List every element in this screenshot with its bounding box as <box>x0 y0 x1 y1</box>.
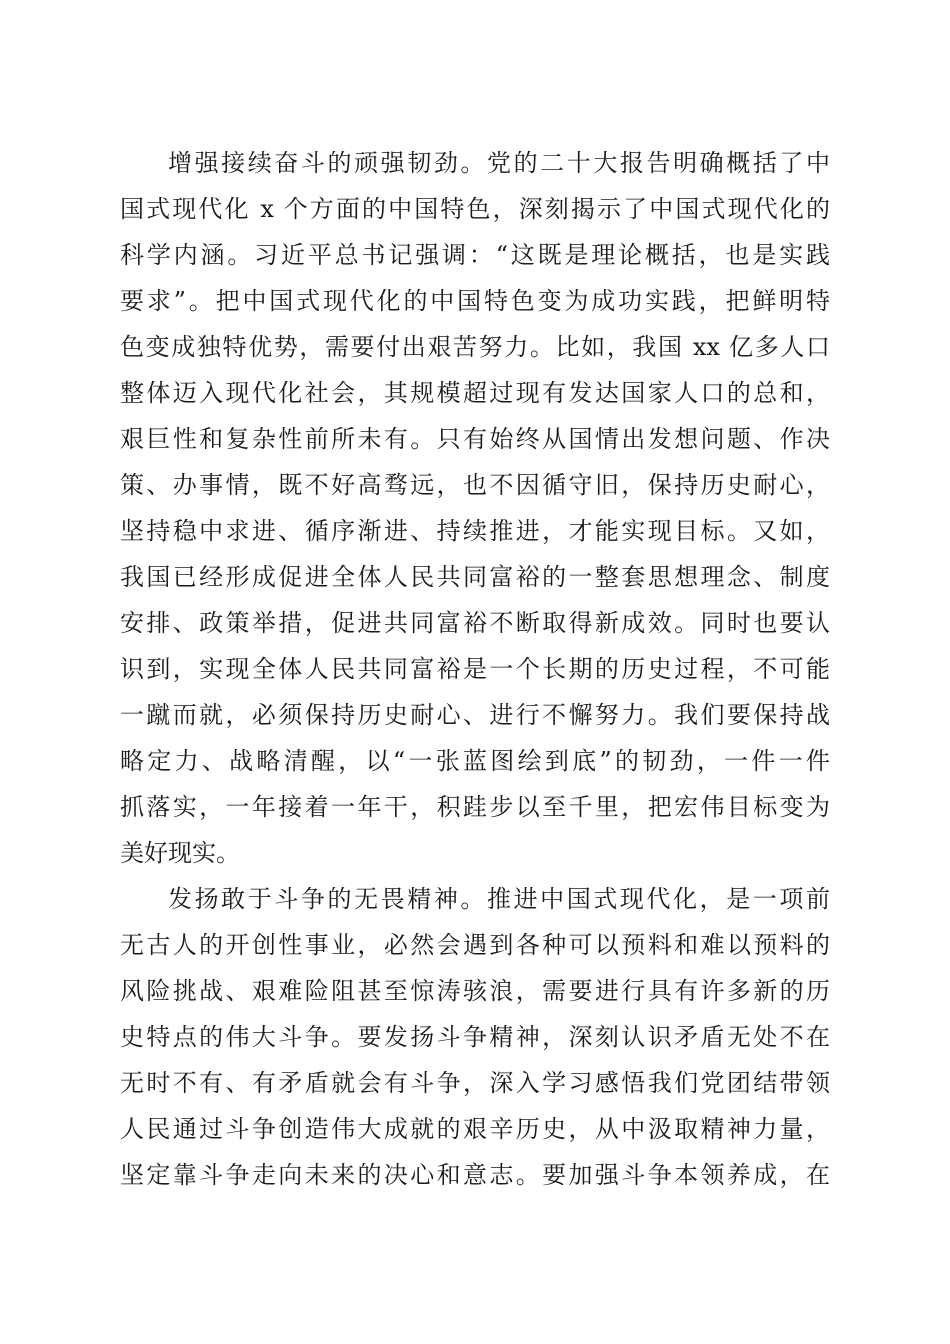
text-line: 色变成独特优势，需要付出艰苦努力。比如，我国 xx 亿多人口 <box>120 333 830 361</box>
text-line: 坚定靠斗争走向未来的决心和意志。要加强斗争本领养成，在 <box>120 1161 830 1189</box>
text-line: 无古人的开创性事业，必然会遇到各种可以预料和难以预料的 <box>120 931 830 959</box>
text-line: 无时不有、有矛盾就会有斗争，深入学习感悟我们党团结带领 <box>120 1069 830 1097</box>
paragraph-2 <box>120 876 830 1198</box>
text-line: 国式现代化 x 个方面的中国特色，深刻揭示了中国式现代化的 <box>120 195 830 223</box>
text-line: 发扬敢于斗争的无畏精神。推进中国式现代化，是一项前 <box>168 885 830 913</box>
text-line: 一蹴而就，必须保持历史耐心、进行不懈努力。我们要保持战 <box>120 701 830 729</box>
text-line: 风险挑战、艰难险阻甚至惊涛骇浪，需要进行具有许多新的历 <box>120 977 830 1005</box>
text-line: 艰巨性和复杂性前所未有。只有始终从国情出发想问题、作决 <box>120 425 830 453</box>
text-line: 识到，实现全体人民共同富裕是一个长期的历史过程，不可能 <box>120 655 830 683</box>
text-line: 人民通过斗争创造伟大成就的艰辛历史，从中汲取精神力量， <box>120 1115 830 1143</box>
body-text <box>120 140 830 1198</box>
text-line: 增强接续奋斗的顽强韧劲。党的二十大报告明确概括了中 <box>168 149 830 177</box>
text-line: 美好现实。 <box>120 839 240 867</box>
text-line: 策、办事情，既不好高骛远，也不因循守旧，保持历史耐心， <box>120 471 830 499</box>
text-line: 略定力、战略清醒，以“一张蓝图绘到底”的韧劲，一件一件 <box>120 747 830 775</box>
text-line: 要求”。把中国式现代化的中国特色变为成功实践，把鲜明特 <box>120 287 830 315</box>
text-line: 坚持稳中求进、循序渐进、持续推进，才能实现目标。又如， <box>120 517 830 545</box>
paragraph-1 <box>120 140 830 876</box>
text-line: 安排、政策举措，促进共同富裕不断取得新成效。同时也要认 <box>120 609 830 637</box>
text-line: 整体迈入现代化社会，其规模超过现有发达国家人口的总和， <box>120 379 830 407</box>
text-line: 我国已经形成促进全体人民共同富裕的一整套思想理念、制度 <box>120 563 830 591</box>
text-line: 史特点的伟大斗争。要发扬斗争精神，深刻认识矛盾无处不在 <box>120 1023 830 1051</box>
text-line: 科学内涵。习近平总书记强调：“这既是理论概括，也是实践 <box>120 241 830 269</box>
text-line: 抓落实，一年接着一年干，积跬步以至千里，把宏伟目标变为 <box>120 793 830 821</box>
